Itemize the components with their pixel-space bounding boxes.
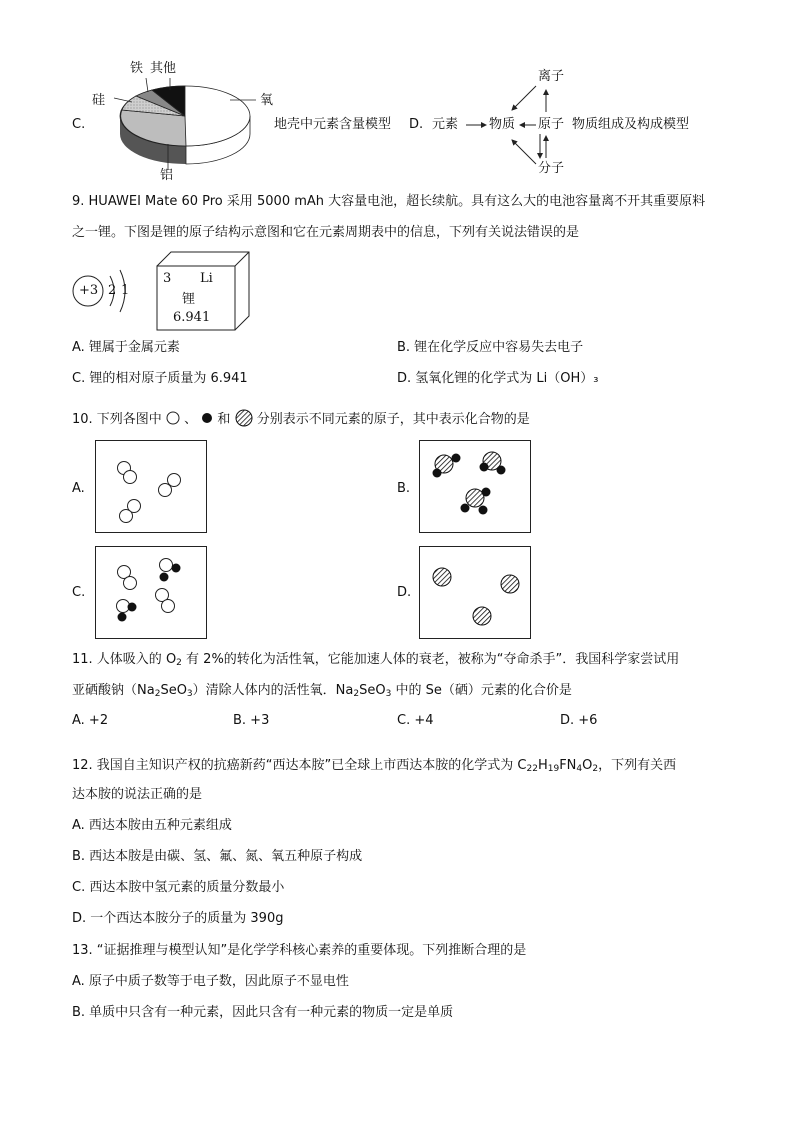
q11-sub: 3 [385,689,392,699]
q10-stem [72,405,530,429]
q12-line1 [72,757,676,778]
q11-sub: 2 [353,689,360,699]
molecules-a [96,441,206,532]
q10-option-a-label: A. [72,481,85,496]
q9-option-b: B. 锂在化学反应中容易失去电子 [397,340,584,355]
q10-stem-sep: 、 [184,412,198,427]
c-caption: 地壳中元素含量模型 [274,117,392,132]
q13-option-b: B. 单质中只含有一种元素，因此只含有一种元素的物质一定是单质 [72,1005,454,1020]
molecules-b [420,441,530,532]
pie-label-iron: 铁 [130,61,144,76]
pie-label-aluminum: 铝 [160,168,174,183]
q11-option-b: B. +3 [233,713,270,728]
q12-text: H [537,758,548,773]
q12-option-b: B. 西达本胺是由碳、氢、氟、氮、氧五种原子构成 [72,849,363,864]
q12-text: ，下列有关西 [598,758,677,773]
q11-text: 有 2%的转化为活性氧，它能加速人体的衰老，被称为“夺命杀手”．我国科学家尝试用 [181,652,680,667]
q11-line2 [72,682,572,703]
q10-box-b [419,440,531,533]
nucleus-charge: +3 [79,283,99,298]
pie-label-others: 其他 [150,61,177,76]
q11-text: 11. 人体吸入的 O [72,652,177,667]
q11-sub: 2 [154,689,161,699]
q9-option-c: C. 锂的相对原子质量为 6.941 [72,371,248,386]
pie-label-silicon: 硅 [92,93,106,108]
q12-option-a: A. 西达本胺由五种元素组成 [72,818,232,833]
q11-text: 中的 Se（硒）元素的化合价是 [391,683,572,698]
q12-option-c: C. 西达本胺中氢元素的质量分数最小 [72,880,285,895]
shell-2-electrons: 1 [121,283,130,298]
striped-atom-icon [235,409,253,427]
q10-option-d-label: D. [397,585,412,600]
q12-text: 12. 我国自主知识产权的抗癌新药“西达本胺”已全球上市西达本胺的化学式为 C [72,758,527,773]
atomic-number: 3 [163,271,172,286]
q9-option-a: A. 锂属于金属元素 [72,340,180,355]
molecules-d [420,547,530,638]
q9-stem-line2: 之一锂。下图是锂的原子结构示意图和它在元素周期表中的信息，下列有关说法错误的是 [72,225,580,240]
q10-stem-suffix: 分别表示不同元素的原子，其中表示化合物的是 [256,412,530,427]
q11-text: SeO [359,683,386,698]
q12-option-d: D. 一个西达本胺分子的质量为 390g [72,911,284,926]
q10-option-c-label: C. [72,585,86,600]
q12-sub: 4 [576,764,583,774]
d-caption: 物质组成及构成模型 [572,117,690,132]
q9-option-d: D. 氢氧化锂的化学式为 Li（OH）₃ [397,371,599,386]
q10-box-c [95,546,207,639]
q11-option-d: D. +6 [560,713,598,728]
node-ion: 离子 [538,69,565,84]
element-name: 锂 [182,292,196,307]
element-symbol: Li [200,271,213,286]
q11-text: SeO [160,683,187,698]
node-atom: 原子 [538,117,565,132]
black-atom-icon [201,412,213,424]
q13-stem: 13. “证据推理与模型认知”是化学学科核心素养的重要体现。下列推断合理的是 [72,943,527,958]
q10-stem-and: 和 [217,412,231,427]
q12-text: FN [559,758,577,773]
node-element: 元素 [432,117,459,132]
q9-stem-line1: 9. HUAWEI Mate 60 Pro 采用 5000 mAh 大容量电池，超长续航。具有这么大的电池容量离不开其重要原料 [72,194,706,209]
white-atom-icon [166,411,180,425]
q10-box-d [419,546,531,639]
q12-sub: 2 [592,764,599,774]
atomic-mass: 6.941 [173,310,211,325]
q12-sub: 19 [547,764,560,774]
molecules-c [96,547,206,638]
q12-line2: 达本胺的说法正确的是 [72,787,203,802]
pie-label-oxygen: 氧 [260,93,274,108]
q10-stem-prefix: 10. 下列各图中 [72,412,162,427]
q11-line1 [72,651,679,672]
q11-sub: 3 [186,689,193,699]
q10-box-a [95,440,207,533]
option-label: D. [409,117,424,132]
q12-text: O [582,758,593,773]
q13-option-a: A. 原子中质子数等于电子数，因此原子不显电性 [72,974,349,989]
q11-text: ）清除人体内的活性氧．Na [192,683,354,698]
q10-option-b-label: B. [397,481,411,496]
q11-text: 亚硒酸钠（Na [72,683,155,698]
q11-sub: 2 [176,658,182,668]
q11-option-c: C. +4 [397,713,434,728]
q11-option-a: A. +2 [72,713,109,728]
composition-arrows [460,68,600,178]
option-label: C. [72,117,86,132]
q12-sub: 22 [526,764,538,774]
node-molecule: 分子 [538,161,565,176]
node-substance: 物质 [489,117,516,132]
shell-1-electrons: 2 [108,283,117,298]
crust-pie-chart [100,68,280,178]
